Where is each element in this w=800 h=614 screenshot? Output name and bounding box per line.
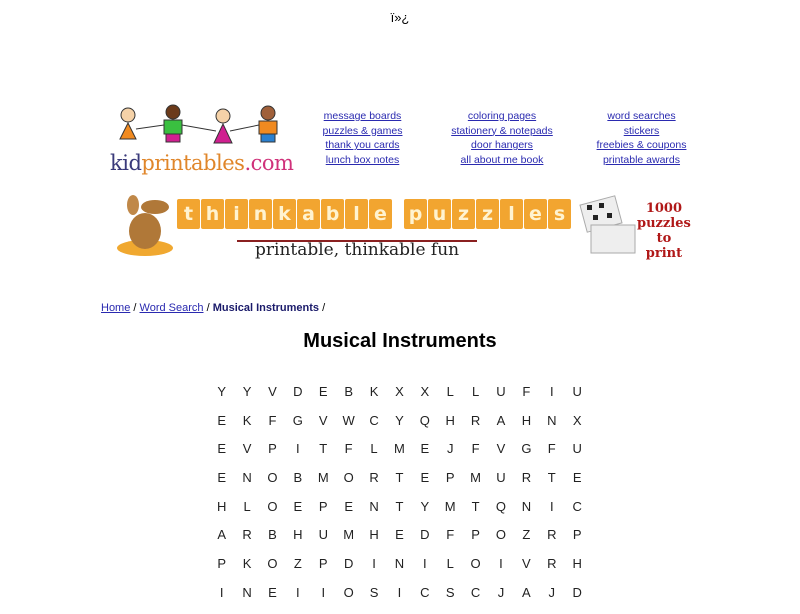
grid-letter[interactable]: C (572, 498, 582, 514)
grid-letter[interactable]: P (217, 556, 227, 572)
grid-letter[interactable]: E (217, 470, 227, 486)
kids-holding-hands-illustration (108, 103, 293, 155)
grid-letter[interactable]: X (572, 412, 582, 428)
grid-letter[interactable]: Y (420, 498, 430, 514)
grid-letter[interactable]: Z (522, 527, 531, 543)
grid-letter[interactable]: O (267, 470, 278, 486)
grid-letter[interactable]: D (420, 527, 430, 543)
grid-letter[interactable]: A (522, 584, 531, 600)
grid-letter[interactable]: E (217, 441, 227, 457)
grid-letter[interactable]: E (217, 412, 227, 428)
top-nav-links (305, 110, 699, 167)
page-title: Musical Instruments (303, 330, 497, 352)
grid-letter[interactable]: L (446, 384, 454, 399)
title-letter-tile: b (321, 199, 344, 229)
breadcrumb-home[interactable]: Home (101, 302, 131, 314)
title-letter-tile: n (249, 199, 272, 229)
grid-letter[interactable]: M (444, 498, 456, 514)
grid-letter[interactable]: O (267, 498, 278, 514)
grid-letter[interactable]: U (572, 441, 582, 457)
grid-letter[interactable]: X (420, 384, 430, 399)
grid-letter[interactable]: V (268, 384, 277, 399)
grid-letter[interactable]: N (521, 498, 532, 514)
nav-printable-awards[interactable]: printable awards (602, 153, 681, 166)
title-letter-tile: z (452, 199, 475, 229)
breadcrumb: Home / Word Search / Musical Instruments / (101, 302, 326, 314)
grid-letter[interactable]: F (471, 441, 480, 457)
grid-letter[interactable]: R (547, 527, 557, 543)
grid-letter[interactable]: P (471, 527, 480, 543)
kidprintables-logo[interactable] (108, 103, 293, 175)
grid-letter[interactable]: P (318, 556, 328, 572)
nav-freebies-coupons[interactable]: freebies & coupons (596, 139, 687, 152)
grid-letter[interactable]: N (242, 470, 252, 486)
grid-letter[interactable]: V (242, 441, 252, 457)
grid-letter[interactable]: X (395, 384, 404, 399)
grid-letter[interactable]: A (217, 527, 227, 543)
banner-tagline: printable, thinkable fun (255, 240, 460, 260)
grid-letter[interactable]: Z (293, 556, 302, 572)
grid-letter[interactable]: M (470, 470, 482, 486)
grid-letter[interactable]: E (420, 441, 430, 457)
grid-letter[interactable]: E (318, 384, 328, 399)
grid-letter[interactable]: M (317, 470, 329, 486)
grid-letter[interactable]: O (267, 556, 278, 572)
grid-letter[interactable]: P (268, 441, 277, 457)
grid-letter[interactable]: S (445, 584, 455, 600)
grid-letter[interactable]: L (446, 556, 454, 572)
grid-letter[interactable]: G (521, 441, 532, 457)
title-letter-tile: l (345, 199, 368, 229)
nav-puzzles-games[interactable]: puzzles & games (322, 124, 403, 137)
grid-letter[interactable]: D (572, 584, 582, 600)
grid-letter[interactable]: I (296, 584, 300, 600)
title-letter-tile: z (476, 199, 499, 229)
title-letter-tile: h (201, 199, 224, 229)
grid-letter[interactable]: J (446, 441, 454, 457)
grid-letter[interactable]: N (242, 584, 252, 600)
banner-title-tiles (177, 199, 571, 229)
grid-letter[interactable]: N (394, 556, 405, 572)
nav-thank-you-cards[interactable]: thank you cards (325, 139, 400, 152)
grid-letter[interactable]: C (369, 412, 379, 428)
grid-letter[interactable]: E (293, 498, 303, 514)
grid-letter[interactable]: E (344, 498, 353, 514)
grid-letter[interactable]: U (496, 470, 506, 486)
nav-word-searches[interactable]: word searches (607, 110, 676, 122)
grid-letter[interactable]: N (547, 412, 557, 428)
grid-letter[interactable]: A (496, 412, 506, 428)
grid-letter[interactable]: E (572, 470, 582, 486)
grid-letter[interactable]: D (343, 556, 354, 572)
title-letter-tile: e (369, 199, 392, 229)
grid-letter[interactable]: V (318, 412, 328, 428)
grid-letter[interactable]: L (243, 498, 251, 514)
grid-letter[interactable]: L (471, 384, 480, 399)
grid-letter[interactable]: Y (242, 384, 252, 399)
grid-letter[interactable]: J (497, 584, 505, 600)
grid-letter[interactable]: K (369, 384, 379, 399)
grid-letter[interactable]: H (572, 556, 582, 572)
grid-letter[interactable]: I (499, 556, 503, 572)
thinkable-puzzles-banner[interactable] (115, 193, 691, 265)
grid-letter[interactable]: W (342, 412, 355, 428)
grid-letter[interactable]: V (522, 556, 531, 572)
grid-letter[interactable]: B (268, 527, 277, 543)
grid-letter[interactable]: E (268, 584, 277, 600)
grid-letter[interactable]: T (319, 441, 328, 457)
title-letter-tile: s (548, 199, 571, 229)
grid-letter[interactable]: I (321, 584, 326, 600)
grid-letter[interactable]: V (496, 441, 506, 457)
grid-letter[interactable]: I (296, 441, 300, 457)
grid-letter[interactable]: C (470, 584, 481, 600)
encoding-artifact-text: ï»¿ (390, 10, 410, 25)
grid-letter[interactable]: O (495, 527, 507, 543)
title-letter-tile: e (524, 199, 547, 229)
logo-wordmark: kidprintables.com (110, 151, 294, 175)
title-letter-tile: u (428, 199, 451, 229)
grid-letter[interactable]: Q (495, 498, 507, 514)
grid-letter[interactable]: R (369, 470, 379, 486)
grid-letter[interactable]: E (420, 470, 430, 486)
grid-letter[interactable]: I (397, 584, 402, 600)
grid-letter[interactable]: F (522, 384, 531, 399)
title-letter-tile (393, 199, 403, 229)
crossword-grid-icon (577, 195, 637, 259)
nav-coloring-pages[interactable]: coloring pages (467, 110, 537, 122)
grid-letter[interactable]: F (446, 527, 455, 543)
grid-letter[interactable]: E (395, 527, 404, 543)
grid-letter[interactable]: K (242, 412, 252, 428)
grid-letter[interactable]: K (242, 556, 252, 572)
grid-letter[interactable]: R (242, 527, 252, 543)
grid-letter[interactable]: O (343, 584, 354, 600)
grid-letter[interactable]: I (219, 584, 224, 600)
grid-letter[interactable]: H (293, 527, 303, 543)
grid-letter[interactable]: U (496, 384, 506, 399)
grid-letter[interactable]: Y (217, 384, 227, 399)
dog-mascot-illustration (115, 193, 177, 263)
grid-letter[interactable]: F (547, 441, 556, 457)
title-letter-tile: t (177, 199, 200, 229)
grid-letter[interactable]: P (572, 527, 582, 543)
grid-letter[interactable]: O (343, 470, 354, 486)
grid-letter[interactable]: T (547, 470, 556, 486)
nav-door-hangers[interactable]: door hangers (471, 139, 533, 152)
grid-letter[interactable]: G (292, 412, 303, 428)
grid-letter[interactable]: C (420, 584, 430, 600)
title-letter-tile: l (500, 199, 523, 229)
grid-letter[interactable]: I (549, 384, 554, 399)
grid-letter[interactable]: F (344, 441, 353, 457)
grid-letter[interactable]: M (343, 527, 355, 543)
word-search-grid (209, 384, 590, 614)
grid-letter[interactable]: R (547, 556, 557, 572)
nav-lunch-box-notes[interactable]: lunch box notes (325, 153, 400, 166)
grid-letter[interactable]: L (370, 441, 378, 457)
grid-letter[interactable]: U (318, 527, 328, 543)
grid-letter[interactable]: P (318, 498, 328, 514)
grid-letter[interactable]: I (372, 556, 376, 572)
grid-letter[interactable]: H (369, 527, 379, 543)
grid-letter[interactable]: B (293, 470, 303, 486)
promo-text: 1000 puzzles to print (637, 201, 691, 261)
grid-letter[interactable]: B (344, 384, 353, 399)
breadcrumb-current: Musical Instruments (212, 302, 320, 314)
title-letter-tile: a (297, 199, 320, 229)
grid-letter[interactable]: R (470, 412, 481, 428)
grid-letter[interactable]: I (423, 556, 427, 572)
grid-letter[interactable]: H (217, 498, 227, 514)
grid-letter[interactable]: F (268, 412, 277, 428)
grid-letter[interactable]: N (369, 498, 379, 514)
grid-letter[interactable]: H (521, 412, 532, 428)
grid-letter[interactable]: T (395, 470, 404, 486)
nav-message-boards[interactable]: message boards (323, 110, 402, 122)
grid-letter[interactable]: Y (395, 412, 404, 428)
grid-letter[interactable]: Q (419, 412, 430, 428)
title-letter-tile: i (225, 199, 248, 229)
grid-letter[interactable]: O (470, 556, 481, 572)
title-letter-tile: p (404, 199, 427, 229)
grid-letter[interactable]: M (394, 441, 405, 457)
nav-all-about-me-book[interactable]: all about me book (460, 153, 544, 166)
grid-letter[interactable]: R (521, 470, 532, 486)
grid-letter[interactable]: J (548, 584, 556, 600)
grid-letter[interactable]: D (293, 384, 303, 399)
grid-letter[interactable]: P (445, 470, 455, 486)
grid-letter[interactable]: T (395, 498, 404, 514)
grid-letter[interactable]: S (369, 584, 379, 600)
grid-letter[interactable]: I (549, 498, 554, 514)
grid-letter[interactable]: U (572, 384, 582, 399)
nav-stationery-notepads[interactable]: stationery & notepads (451, 124, 553, 137)
breadcrumb-word-search[interactable]: Word Search (139, 302, 204, 314)
grid-letter[interactable]: H (445, 412, 455, 428)
nav-stickers[interactable]: stickers (623, 124, 660, 137)
title-letter-tile: k (273, 199, 296, 229)
grid-letter[interactable]: T (471, 498, 480, 514)
